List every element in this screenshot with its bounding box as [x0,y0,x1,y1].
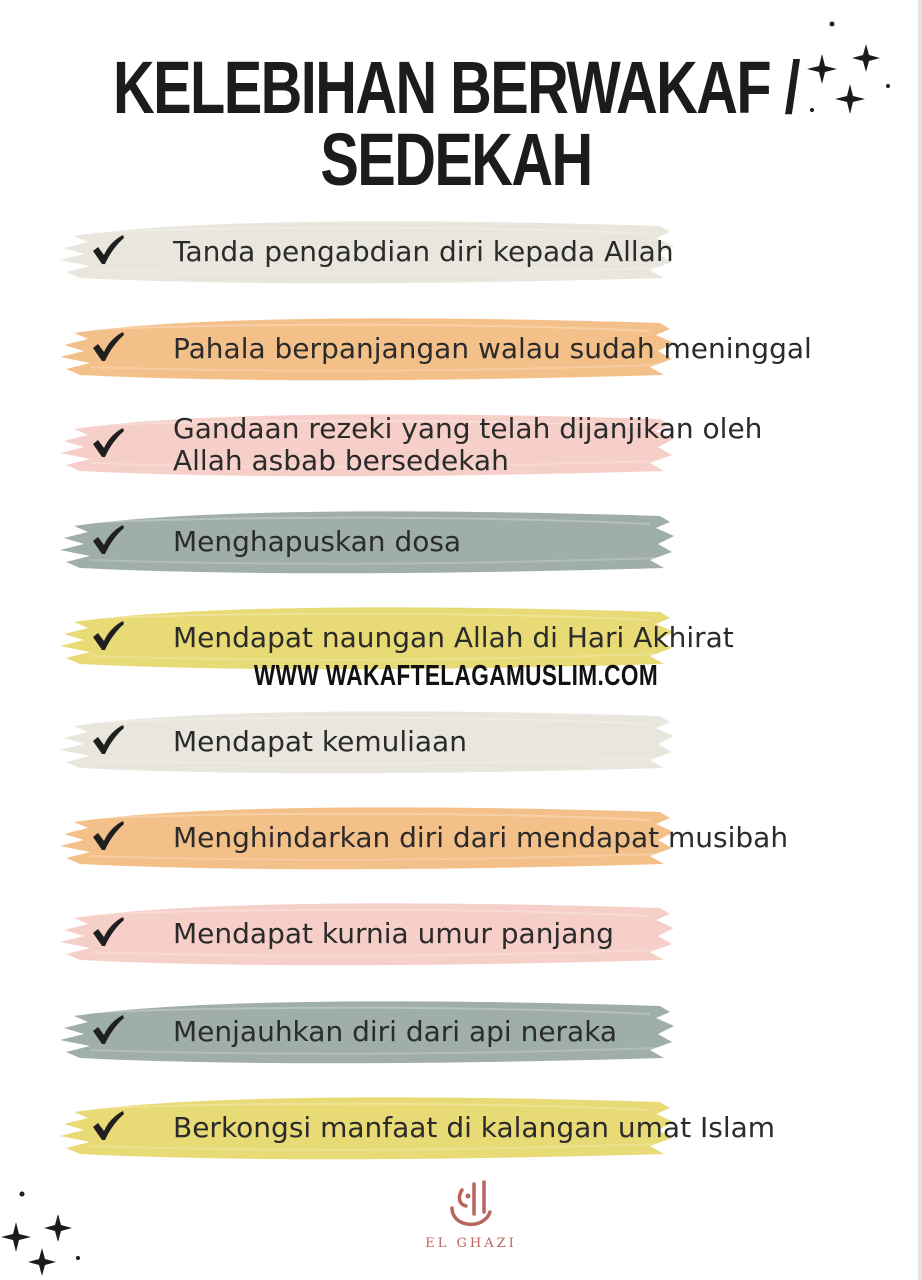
benefit-label: Berkongsi manfaat di kalangan umat Islam [173,1111,776,1144]
check-icon [90,425,126,461]
check-icon [90,329,126,365]
benefit-label: Pahala berpanjangan walau sudah meninggal [173,332,812,365]
sparkle-cluster-top-icon [800,14,900,124]
check-icon [90,1012,126,1048]
benefit-item [0,212,922,292]
benefit-label: Mendapat naungan Allah di Hari Akhirat [173,621,734,654]
title-line-1: KELEBIHAN BERWAKAF / [112,46,800,129]
check-icon [90,914,126,950]
logo-name: EL GHAZI [425,1236,517,1251]
benefit-label: Mendapat kemuliaan [173,725,467,758]
check-icon [90,722,126,758]
benefit-label: Menghindarkan diri dari mendapat musibah [173,821,789,854]
benefit-item [0,798,922,878]
check-icon [90,1108,126,1144]
benefit-label: Menjauhkan diri dari api neraka [173,1015,618,1048]
benefit-label: Gandaan rezeki yang telah dijanjikan oleh Allah asbab bersedekah [173,412,763,477]
benefit-label: Tanda pengabdian diri kepada Allah [173,235,674,268]
check-icon [90,618,126,654]
benefit-label: Menghapuskan dosa [173,525,462,558]
el-ghazi-logo [411,1178,531,1258]
title-line-2: SEDEKAH [320,118,592,201]
logo-calligraphy-icon [444,1178,500,1236]
benefit-item [0,309,922,389]
benefit-item [0,1088,922,1168]
benefit-item [0,502,922,582]
benefit-label: Mendapat kurnia umur panjang [173,917,614,950]
website-watermark: WWW WAKAFTELAGAMUSLIM.COM [253,660,659,692]
check-icon [90,522,126,558]
check-icon [90,232,126,268]
benefit-item [0,894,922,974]
benefit-item [0,702,922,782]
sparkle-cluster-bottom-icon [0,1186,90,1280]
check-icon [90,818,126,854]
benefit-item [0,992,922,1072]
benefit-item [0,405,922,485]
page-title [100,46,811,201]
